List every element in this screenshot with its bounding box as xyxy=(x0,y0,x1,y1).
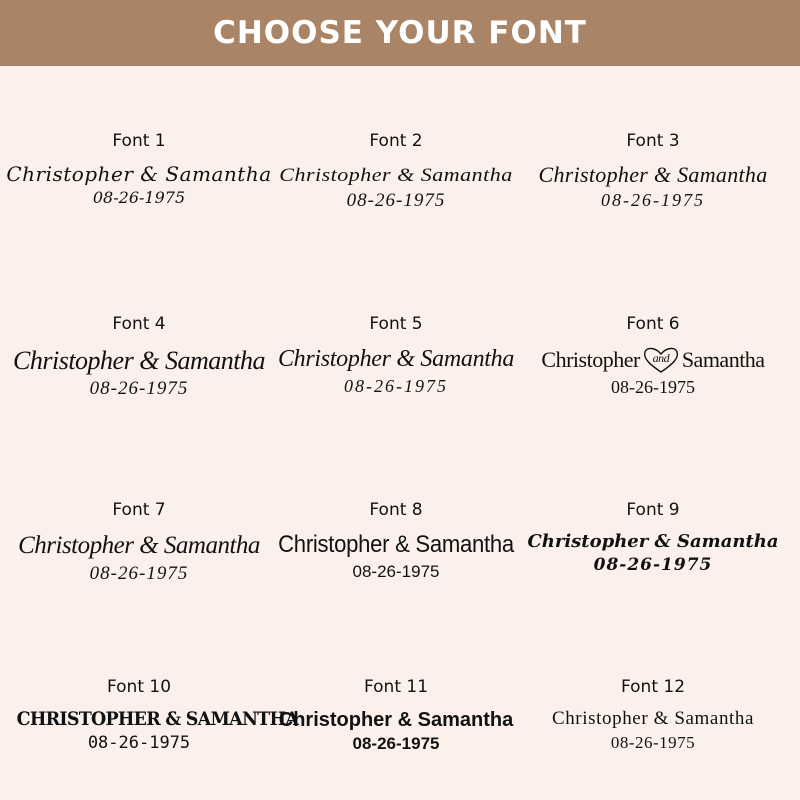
font-label: Font 7 xyxy=(112,500,166,520)
header-banner xyxy=(0,0,800,66)
font-sample-date: 08-26-1975 xyxy=(344,375,448,396)
page-title: CHOOSE YOUR FONT xyxy=(213,15,587,51)
font-sample-date: 08-26-1975 xyxy=(352,734,440,753)
font-option-11[interactable] xyxy=(263,676,529,754)
font-option-12[interactable] xyxy=(520,676,786,753)
font-sample-date: 08-26-1975 xyxy=(92,188,186,207)
font-label: Font 4 xyxy=(112,314,166,334)
font-sample-names: Christopher & Samantha xyxy=(527,531,779,552)
font-sample-names: Christopher & Samantha xyxy=(278,531,514,558)
heart-icon xyxy=(641,345,681,375)
font-label: Font 5 xyxy=(369,314,423,334)
font-option-9[interactable] xyxy=(520,499,786,575)
font-label: Font 12 xyxy=(620,677,686,697)
font-sample-names: CHRISTOPHER & SAMANTHA xyxy=(16,708,299,730)
font-option-5[interactable] xyxy=(263,313,529,397)
heart-joiner-text: and xyxy=(652,351,670,365)
font-label: Font 1 xyxy=(112,131,166,151)
font-sample-names: Christopher & Samantha xyxy=(279,163,513,186)
font-sample-date: 08-26-1975 xyxy=(611,377,695,397)
first-name: Christopher xyxy=(541,346,640,372)
font-grid xyxy=(0,66,800,800)
font-sample-date: 08-26-1975 xyxy=(610,732,696,752)
font-option-7[interactable] xyxy=(6,499,272,586)
font-sample-names: Christopher & Samantha xyxy=(13,346,265,375)
font-label: Font 2 xyxy=(369,131,423,151)
font-label: Font 6 xyxy=(626,314,680,334)
font-sample-names: Christopher & Samantha xyxy=(278,709,514,731)
font-label: Font 3 xyxy=(626,131,680,151)
font-label: Font 8 xyxy=(369,500,423,520)
font-sample-names: Christopher & Samantha xyxy=(538,162,768,187)
font-sample-date: 08-26-1975 xyxy=(346,190,446,212)
font-sample-names xyxy=(520,345,786,375)
font-sample-date: 08-26-1975 xyxy=(352,561,440,581)
font-option-10[interactable] xyxy=(6,676,299,753)
font-sample-date: 08-26-1975 xyxy=(87,732,191,753)
font-option-8[interactable] xyxy=(263,499,529,582)
font-sample-names: Christopher & Samantha xyxy=(6,162,272,186)
font-option-2[interactable] xyxy=(263,130,529,213)
font-option-6[interactable] xyxy=(520,313,786,399)
font-sample-names: Christopher & Samantha xyxy=(551,708,755,729)
font-sample-date: 08-26-1975 xyxy=(89,563,189,584)
font-sample-date: 08-26-1975 xyxy=(601,190,705,211)
second-name: Samantha xyxy=(681,346,765,372)
font-sample-date: 08-26-1975 xyxy=(593,554,713,575)
font-label: Font 9 xyxy=(626,500,680,520)
font-option-4[interactable] xyxy=(6,313,272,401)
font-label: Font 10 xyxy=(106,677,172,697)
font-option-1[interactable] xyxy=(6,130,272,207)
font-option-3[interactable] xyxy=(520,130,786,212)
font-sample-names: Christopher & Samantha xyxy=(18,532,260,559)
font-label: Font 11 xyxy=(363,677,429,697)
font-sample-names: Christopher & Samantha xyxy=(277,346,515,372)
font-sample-date: 08-26-1975 xyxy=(89,378,189,400)
